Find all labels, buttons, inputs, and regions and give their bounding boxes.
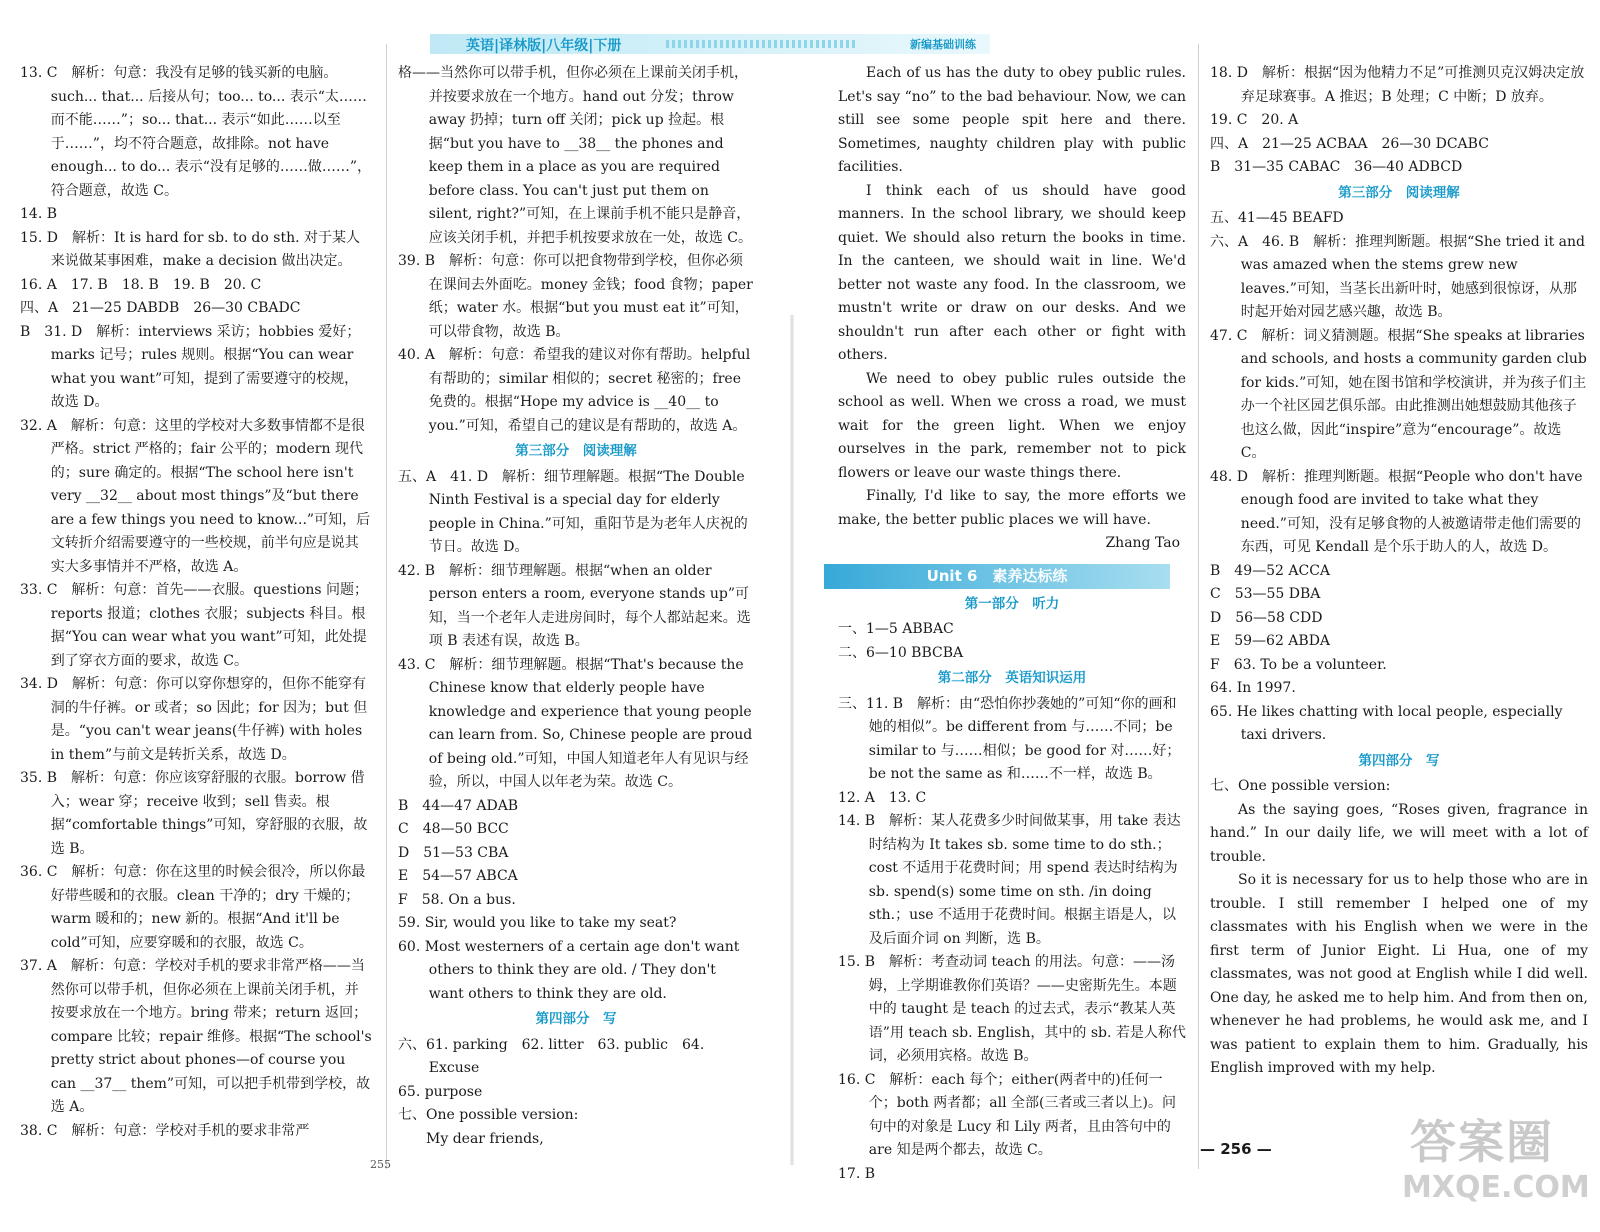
answer-item: 四、A 21—25 DABDB 26—30 CBADC [20, 300, 301, 316]
answer-item: 34. D 解析：句意：你可以穿你想穿的，但你不能穿有洞的牛仔裤。or 或者；so 因此；for 因为；but 但是。“you can't wear jeans(牛仔裤) with holes in them”与前文是转折关系，故选 D。 [20, 676, 368, 763]
answer-item: 39. B 解析：句意：你可以把食物带到学校，但你必须在课间去外面吃。money 金钱；food 食物；paper 纸；water 水。根据“but you must eat it”可知，可以带食物，故选 B。 [398, 253, 753, 340]
answer-item: 15. D 解析：It is hard for sb. to do sth. 对于某人来说做某事困难，make a decision 做出决定。 [20, 229, 360, 269]
answer-item: 48. D 解析：推理判断题。根据“People who don't have enough food are invited to take what they need.”可知，没有足够食物的人被邀请带走他们需要的东西，可见 Kendall 是个乐于助人的人，故选 D。 [1210, 468, 1583, 555]
column-1 [20, 62, 372, 1143]
watermark-title: 答案圈 [1410, 1115, 1554, 1169]
answer-item: 12. A 13. C [838, 789, 927, 806]
answer-item: B 44—47 ADAB [398, 797, 519, 814]
answer-item: 36. C 解析：句意：你在这里的时候会很冷，所以你最好带些暖和的衣服。clean 干净的；dry 干燥的；warm 暖和的；new 新的。根据“And it'll be cold”可知，应要穿暖和的衣服，故选 C。 [20, 864, 366, 951]
essay-paragraph: We need to obey public rules outside the school as well. When we cross a road, we must wait for the green light. When we enjoy ourselves in the park, remember not to pick flowers or leave our waste things there. [838, 370, 1186, 481]
answer-item: 60. Most westerners of a certain age don't want others to think they are old. / They don't want others to think they are old. [398, 938, 740, 1002]
answer-item: 47. C 解析：词义猜测题。根据“She speaks at libraries and schools, and hosts a community garden club for kids.”可知，她在图书馆和学校演讲，并为孩子们主办一个社区园艺俱乐部。由此推测出她想鼓励其他孩子也这么做，因此“inspire”意为“encourage”。故选 C。 [1210, 327, 1587, 461]
answer-item: 43. C 解析：细节理解题。根据“That's because the Chinese know that elderly people have knowledge and experience that young people can learn from. So, Chinese people are proud of being old.”可知，中国人知道老年人有见识与经验，所以，中国人以年老为荣。故选 C。 [398, 656, 753, 790]
answer-item: E 59—62 ABDA [1210, 633, 1331, 649]
book-spine [790, 315, 794, 1165]
answer-item: 四、A 21—25 ACBAA 26—30 DCABC [1210, 135, 1489, 152]
essay-paragraph: Finally, I'd like to say, the more efforts we make, the better public places we will have. [838, 488, 1186, 528]
answer-item: 七、One possible version: [1210, 778, 1391, 794]
answer-item: 格——当然你可以带手机，但你必须在上课前关闭手机，并按要求放在一个地方。hand out 分发；throw away 扔掉；turn off 关闭；pick up 捡起。根据“but you have to __38__ the phones and keep them in a place as you are required before class. You can't just put them on silent, right?”可知，在上课前手机不能只是静音，应该关闭手机，并把手机按要求放在一处，故选 C。 [398, 65, 752, 246]
essay-paragraph: As the saying goes, “Roses given, fragrance in hand.” In our daily life, we will meet with a lot of trouble. [1210, 801, 1588, 865]
essay-signature: Zhang Tao [1105, 535, 1180, 551]
answer-item: F 58. On a bus. [398, 891, 516, 908]
answer-item: 14. B 解析：某人花费多少时间做某事，用 take 表达时结构为 It takes sb. some time to do sth.；cost 不适用于花费时间；用 spend 表达时结构为 sb. spend(s) some time on sth. /in doing sth.；use 不适用于花费时间。根据主语是人，以及后面介词 on 判断，选 B。 [838, 813, 1181, 947]
answer-item: 64. In 1997. [1210, 680, 1296, 696]
answer-item: 42. B 解析：细节理解题。根据“when an older person enters a room, everyone stands up”可知，当一个老年人走进房间时，每个人都站起来。选项 B 表述有误，故选 B。 [398, 562, 751, 649]
section-heading: 第三部分 阅读理解 [515, 443, 637, 459]
column-divider-right [1198, 44, 1199, 1169]
answer-item: 35. B 解析：句意：你应该穿舒服的衣服。borrow 借入；wear 穿；receive 收到；sell 售卖。根据“comfortable things”可知，穿舒服的衣服，故选 B。 [20, 770, 368, 857]
answer-item: 一、1—5 ABBAC [838, 621, 954, 637]
answer-item: 33. C 解析：句意：首先——衣服。questions 问题；reports 报道；clothes 衣服；subjects 科目。根据“You can wear what you want”可知，此处提到了穿衣方面的要求，故选 C。 [20, 582, 369, 669]
essay-salutation: My dear friends, [426, 1130, 544, 1147]
header-decoration [666, 40, 856, 48]
column-3 [838, 62, 1186, 1186]
section-heading: 第一部分 听力 [964, 595, 1060, 612]
answer-item: 32. A 解析：句意：这里的学校对大多数事情都不是很严格。strict 严格的；fair 公平的；modern 现代的；sure 确定的。根据“The school here isn't very __32__ about most things”及“but there are a few things you need to know...”可知，后文转折介绍需要遵守的一些校规，前半句应是说其实大多事情并不严格，故选 A。 [20, 417, 371, 575]
answer-item: 七、One possible version: [398, 1107, 579, 1123]
answer-item: 19. C 20. A [1210, 112, 1299, 128]
column-divider-left [386, 44, 387, 1169]
answer-item: B 31. D 解析：interviews 采访；hobbies 爱好；marks 记号；rules 规则。根据“You can wear what you want”可知，提到了需要遵守的校规，故选 D。 [20, 323, 361, 410]
answer-item: 18. D 解析：根据“因为他精力不足”可推测贝克汉姆决定放弃足球赛事。A 推迟；B 处理；C 中断；D 放弃。 [1210, 65, 1585, 105]
answer-item: 六、61. parking 62. litter 63. public 64. Excuse [398, 1036, 705, 1076]
section-heading: 第四部分 写 [1358, 752, 1440, 769]
answer-item: 16. C 解析：each 每个；either(两者中的)任何一个；both 两者都；all 全部(三者或三者以上)。问句中的对象是 Lucy 和 Lily 两者，且由答句中的 are 知是两个都去，故选 C。 [838, 1071, 1176, 1158]
answer-item: 五、A 41. D 解析：细节理解题。根据“The Double Ninth Festival is a special day for elderly people in China.”可知，重阳节是为老年人庆祝的节日。故选 D。 [398, 468, 748, 555]
answer-item: 六、A 46. B 解析：推理判断题。根据“She tried it and was amazed when the stems grew new leaves.”可知，当茎长出新叶时，她感到很惊讶，从那时起开始对园艺感兴趣，故选 B。 [1210, 233, 1585, 320]
answer-item: 15. B 解析：考查动词 teach 的用法。句意：——汤姆，上学期谁教你们英语？——史密斯先生。本题中的 taught 是 teach 的过去式，表示“教某人英语”用 teach sb. English，其中的 sb. 若是人称代词，必须用宾格。故选 B。 [838, 954, 1186, 1064]
answer-item: 13. C 解析：句意：我没有足够的钱买新的电脑。such... that... 后接从句；too... to... 表示“太……而不能……”；so... that... 表示“如此……以至于……”，均不符合题意，故排除。not have enough... to do... 表示“没有足够的……做……”，符合题意，故选 C。 [20, 65, 372, 199]
answer-item: D 56—58 CDD [1210, 609, 1323, 626]
answer-item: 59. Sir, would you like to take my seat? [398, 915, 677, 931]
header-brand: 新编基础训练 [910, 38, 976, 51]
answer-item: 38. C 解析：句意：学校对手机的要求非常严 [20, 1122, 310, 1139]
column-4 [1210, 62, 1588, 1081]
answer-item: B 49—52 ACCA [1210, 562, 1331, 579]
prev-page-number: 255 [370, 1158, 391, 1171]
answer-item: D 51—53 CBA [398, 844, 509, 861]
answer-item: 14. B [20, 206, 58, 222]
header-title: 英语|译林版|八年级|下册 [466, 38, 622, 54]
answer-item: F 63. To be a volunteer. [1210, 656, 1387, 673]
watermark-logo [1396, 1106, 1590, 1226]
answer-item: 65. purpose [398, 1083, 483, 1100]
watermark-url: MXQE.COM [1402, 1170, 1590, 1205]
essay-paragraph: I think each of us should have good manners. In the school library, we should keep quiet. We should also return the books in time. In the canteen, we should wait in line. We'd better not waste any food. In the classroom, we mustn't write or draw on our desks. And we shouldn't run after each other or fight with others. [838, 182, 1186, 363]
answer-item: C 53—55 DBA [1210, 586, 1321, 602]
section-heading: 第三部分 阅读理解 [1338, 184, 1460, 201]
answer-item: 37. A 解析：句意：学校对手机的要求非常严格——当然你可以带手机，但你必须在上课前关闭手机，并按要求放在一个地方。bring 带来；return 返回；compare 比较；repair 维修。根据“The school's pretty strict about phones—of course you can __37__ them”可知，可以把手机带到学校，故选 A。 [20, 958, 372, 1115]
answer-item: 16. A 17. B 18. B 19. B 20. C [20, 276, 262, 293]
column-2 [398, 62, 754, 1151]
essay-paragraph: Each of us has the duty to obey public rules. Let's say “no” to the bad behaviour. Now, we can still see some people spit here and there. Sometimes, naughty children play with public facilities. [838, 65, 1186, 175]
answer-item: E 54—57 ABCA [398, 868, 518, 884]
answer-item: 二、6—10 BBCBA [838, 644, 964, 661]
answer-item: 五、41—45 BEAFD [1210, 210, 1344, 226]
section-heading: 第四部分 写 [535, 1011, 617, 1027]
page-number: — 256 — [1200, 1140, 1272, 1158]
answer-item: 三、11. B 解析：由“恐怕你抄袭她的”可知“你的画和她的相似”。be different from 与……不同；be similar to 与……相似；be good for 对……好；be not the same as 和……不一样，故选 B。 [838, 695, 1181, 782]
answer-item: 17. B [838, 1165, 876, 1182]
header-bar [430, 34, 990, 54]
answer-item: 40. A 解析：句意：希望我的建议对你有帮助。helpful 有帮助的；similar 相似的；secret 秘密的；free 免费的。根据“Hope my advice is __40__ to you.”可知，希望自己的建议是有帮助的，故选 A。 [398, 347, 751, 434]
answer-item: C 48—50 BCC [398, 821, 509, 837]
section-heading: 第二部分 英语知识运用 [937, 670, 1087, 686]
answer-item: B 31—35 CABAC 36—40 ADBCD [1210, 159, 1463, 175]
unit-banner: Unit 6 素养达标练 [824, 564, 1170, 589]
essay-paragraph: So it is necessary for us to help those who are in trouble. I still remember I helped one of my classmates with his English when we were in the first term of Junior Eight. Li Hua, one of my classmates, was not good at English while I did well. One day, he asked me to help him. And from then on, whenever he had problems, he would ask me, and I was patient to explain them to him. Gradually, his English improved with my help. [1210, 872, 1588, 1076]
answer-item: 65. He likes chatting with local people, especially taxi drivers. [1210, 703, 1563, 743]
